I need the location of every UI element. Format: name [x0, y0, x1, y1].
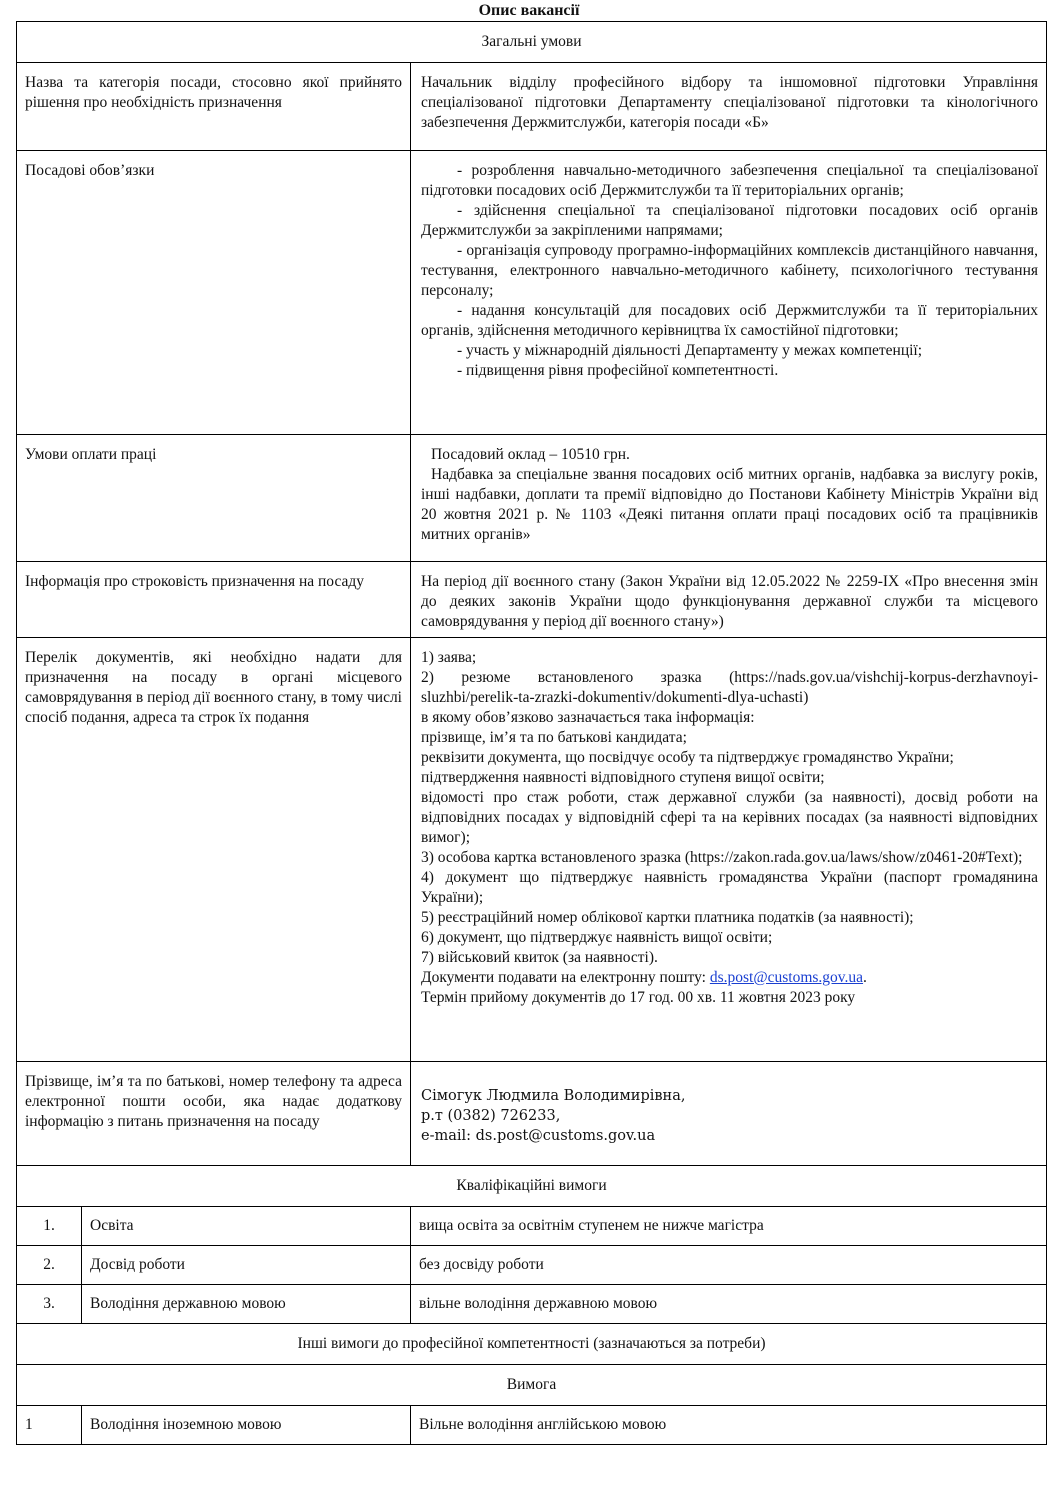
other-section-row [17, 1324, 1047, 1365]
other-section-header: Інші вимоги до професійної компетентності (зазначаються за потреби) [17, 1324, 1047, 1365]
document-item: 5) реєстраційний номер облікової картки платника податків (за наявності); [421, 909, 914, 926]
qualification-number: 3. [17, 1285, 82, 1324]
position-row [17, 63, 1047, 151]
qualification-row [17, 1285, 1047, 1324]
documents-list [411, 638, 1047, 1062]
requirement-value: Вільне володіння англійською мовою [411, 1406, 1047, 1445]
general-section-header: Загальні умови [17, 22, 1047, 63]
document-item: прізвище, ім’я та по батькові кандидата; [421, 729, 687, 746]
documents-email-line [421, 968, 1038, 988]
vacancy-table [16, 21, 1047, 1445]
duty-item: - здійснення спеціальної та спеціалізованої підготовки посадових осіб органів Держмитслужби за закріпленими напрямами; [421, 202, 1039, 239]
contact-phone: р.т (0382) 726233, [421, 1108, 561, 1124]
duty-item: - розроблення навчально-методичного забезпечення спеціальної та спеціалізованої підготовки посадових осіб Держмитслужби та її територіальних органів; [421, 162, 1039, 199]
document-item: підтвердження наявності відповідного ступеня вищої освіти; [421, 769, 825, 786]
document-item: 7) військовий квиток (за наявності). [421, 949, 658, 966]
requirement-name: Володіння іноземною мовою [82, 1406, 411, 1445]
duties-label: Посадові обов’язки [17, 151, 411, 435]
qualification-value: вища освіта за освітнім ступенем не нижче магістра [411, 1207, 1047, 1246]
document-item: 4) документ що підтверджує наявність громадянства України (паспорт громадянина України); [421, 869, 1039, 906]
qualification-section-row [17, 1166, 1047, 1207]
qualification-number: 1. [17, 1207, 82, 1246]
document-item: 3) особова картка встановленого зразка (https://zakon.rada.gov.ua/laws/show/z0461-20#Text); [421, 849, 1023, 866]
salary-base: Посадовий оклад – 10510 грн. [431, 446, 630, 463]
term-label: Інформація про строковість призначення на посаду [17, 562, 411, 638]
duties-list [411, 151, 1047, 435]
documents-label: Перелік документів, які необхідно надати для призначення на посаду в органі місцевого самоврядування в період дії воєнного стану, в тому числі спосіб подання, адреса та строк їх подання [17, 638, 411, 1062]
document-item: 6) документ, що підтверджує наявність вищої освіти; [421, 929, 773, 946]
qualification-value: вільне володіння державною мовою [411, 1285, 1047, 1324]
duty-item: - участь у міжнародній діяльності Департаменту у межах компетенції; [457, 342, 923, 359]
salary-bonuses: Надбавка за спеціальне звання посадових осіб митних органів, надбавка за вислугу років, інші надбавки, доплати та премії відповідно до Постанови Кабінету Міністрів України від 20 жовтня 2021 р. № 1103 «Деякі питання оплати праці посадових осіб та працівників митних органів» [421, 466, 1039, 543]
requirement-header: Вимога [17, 1365, 1047, 1406]
salary-value [411, 435, 1047, 562]
qualification-number: 2. [17, 1246, 82, 1285]
document-item: 1) заява; [421, 649, 477, 666]
requirement-number: 1 [17, 1406, 82, 1445]
duty-item: - організація супроводу програмно-інформаційних комплексів дистанційного навчання, тестування, електронного навчально-методичного кабінету, психологічного тестування персоналу; [421, 242, 1039, 299]
term-value: На період дії воєнного стану (Закон України від 12.05.2022 № 2259-IX «Про внесення змін до деяких законів України щодо функціонування державної служби та місцевого самоврядування у період дії воєнного стану») [411, 562, 1047, 638]
salary-label: Умови оплати праці [17, 435, 411, 562]
documents-row [17, 638, 1047, 1062]
term-row [17, 562, 1047, 638]
documents-deadline: Термін прийому документів до 17 год. 00 хв. 11 жовтня 2023 року [421, 989, 856, 1006]
email-suffix: . [863, 969, 867, 986]
position-label: Назва та категорія посади, стосовно якої прийнято рішення про необхідність призначення [17, 63, 411, 151]
qualification-name: Освіта [82, 1207, 411, 1246]
email-prefix: Документи подавати на електронну пошту: [421, 969, 710, 986]
contact-row [17, 1062, 1047, 1166]
contact-email: e-mail: ds.post@customs.gov.ua [421, 1128, 656, 1144]
position-value: Начальник відділу професійного відбору та іншомовної підготовки Управління спеціалізованої підготовки Департаменту спеціалізованої підготовки та кінологічного забезпечення Держмитслужби, категорія посади «Б» [411, 63, 1047, 151]
qualification-name: Досвід роботи [82, 1246, 411, 1285]
requirement-header-row [17, 1365, 1047, 1406]
document-title: Опис вакансії [478, 2, 580, 19]
general-section-row [17, 22, 1047, 63]
duty-item: - надання консультацій для посадових осіб Держмитслужби та її територіальних органів, здійснення методичного керівництва їх самостійної підготовки; [421, 302, 1039, 339]
qualification-value: без досвіду роботи [411, 1246, 1047, 1285]
qualification-row [17, 1207, 1047, 1246]
qualification-section-header: Кваліфікаційні вимоги [17, 1166, 1047, 1207]
contact-name: Сімогук Людмила Володимирівна, [421, 1088, 686, 1104]
email-link[interactable]: ds.post@customs.gov.ua [709, 969, 864, 986]
duties-row [17, 151, 1047, 435]
duty-item: - підвищення рівня професійної компетентності. [457, 362, 779, 379]
salary-row [17, 435, 1047, 562]
requirement-row [17, 1406, 1047, 1445]
document-item: реквізити документа, що посвідчує особу та підтверджує громадянство України; [421, 749, 954, 766]
contact-value [411, 1062, 1047, 1166]
qualification-row [17, 1246, 1047, 1285]
contact-label: Прізвище, ім’я та по батькові, номер телефону та адреса електронної пошти особи, яка надає додаткову інформацію з питань призначення на посаду [17, 1062, 411, 1166]
document-item: 2) резюме встановленого зразка (https://nads.gov.ua/vishchij-korpus-derzhavnoyi-sluzhbi/perelik-ta-zrazki-dokumentiv/dokumenti-dlya-uchasti) [421, 669, 1039, 706]
qualification-name: Володіння державною мовою [82, 1285, 411, 1324]
document-item: в якому обов’язково зазначається така інформація: [421, 709, 755, 726]
document-item: відомості про стаж роботи, стаж державної служби (за наявності), досвід роботи на відповідних посадах у відповідній сфері та на керівних посадах (за наявності відповідних вимог); [421, 789, 1039, 846]
